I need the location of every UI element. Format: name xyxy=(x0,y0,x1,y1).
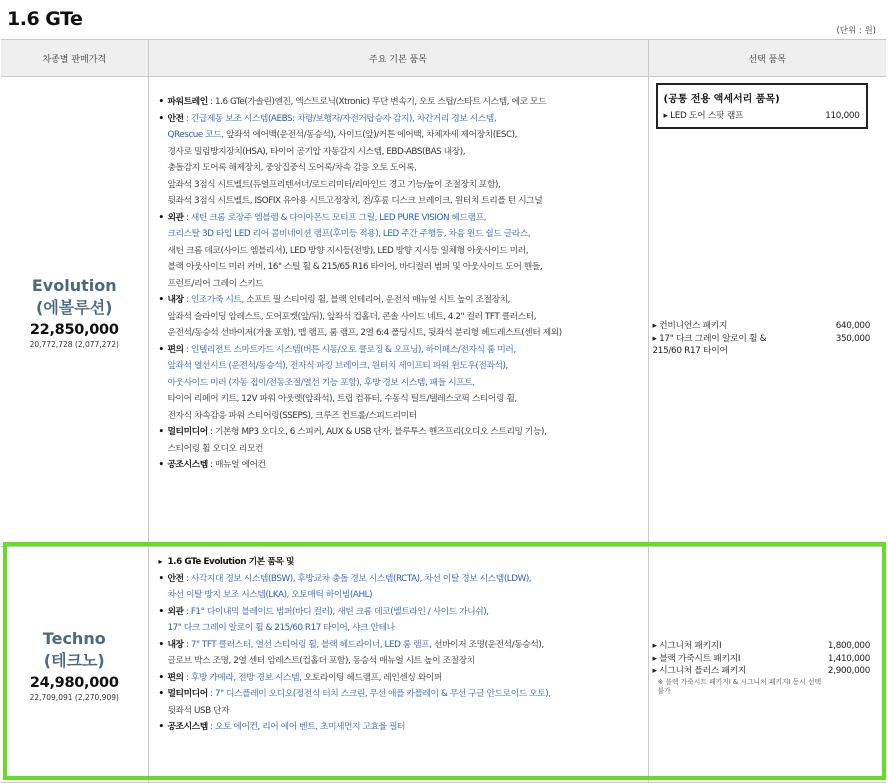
trim-price-breakdown: 20,772,728 (2,077,272) xyxy=(29,339,119,349)
option-item: ▸ 17" 다크 그레이 알로이 휠 & 215/60 R17 타이어 350,000 xyxy=(652,333,870,356)
feature-list xyxy=(149,94,648,474)
page-title: 1.6 GTe xyxy=(7,8,83,30)
features-cell-evolution xyxy=(148,77,648,547)
accessory-item: ▸ LED 도어 스팟 램프 110,000 xyxy=(663,111,860,121)
trim-row-evolution xyxy=(1,77,886,547)
trim-price: 24,980,000 xyxy=(29,674,119,691)
trim-name-kr: (에볼루션) xyxy=(36,297,113,317)
header-row xyxy=(1,40,886,77)
options-cell-evolution xyxy=(648,77,886,547)
option-item: ▸ 시그니처 패키지Ⅰ 1,800,000 xyxy=(652,641,870,651)
trim-price-breakdown: 22,709,091 (2,270,909) xyxy=(29,692,119,702)
feature-item-base: ▸ 1.6 GTe Evolution 기본 품목 및 xyxy=(159,554,648,571)
feature-item-convenience: • 편의 : 후방 카메라, 전방 경보 시스템, 오토라이팅 헤드램프, 레인센싱 와이퍼 xyxy=(159,670,648,687)
trim-cell-techno xyxy=(1,547,148,783)
option-item: ▸ 시그니처 플러스 패키지 2,900,000 xyxy=(652,666,870,676)
feature-item-powertrain: • 파워트레인 : 1.6 GTe(가솔린)엔진, 엑스트로닉(Xtronic) 무단 변속기, 오토 스탑/스타트 시스템, 에코 모드 xyxy=(159,94,648,111)
feature-list xyxy=(149,554,648,736)
spec-table xyxy=(1,39,886,783)
trim-name-en: Techno xyxy=(42,628,106,648)
feature-item-interior: • 내장 : 인조가죽 시트, 소프트 필 스티어링 휠, 블랙 인테리어, 운전석 매뉴얼 시트 높이 조절장치, 앞좌석 슬라이딩 암레스트, 도어포켓(앞/뒤), 앞좌석 컵홀더, 콘솔 사이드 네트, 4.2" 컬러 TFT 클러스터, 운전석/동승석 선바이저(거울 포함), 맵 램프, 룸 램프, 2열 6:4 폴딩시트, 뒷좌석 분리형 헤드레스트(센터 제외) xyxy=(159,292,648,342)
header-price: 차종별 판매가격 xyxy=(1,40,148,77)
accessory-title: (공통 전용 액세서리 품목) xyxy=(663,94,780,105)
feature-item-multimedia: • 멀티미디어 : 7" 디스플레이 오디오(정전식 터치 스크린, 무선 애플 카플레이 & 무선 구글 안드로이드 오토), 뒷좌석 USB 단자 xyxy=(159,686,648,719)
header-options: 선택 품목 xyxy=(648,40,886,77)
header-features: 주요 기본 품목 xyxy=(148,40,648,77)
feature-item-climate: • 공조시스템 : 오토 에어컨, 리어 에어 벤트, 초미세먼지 고효율 필터 xyxy=(159,719,648,736)
feature-item-climate: • 공조시스템 : 매뉴얼 에어컨 xyxy=(159,457,648,474)
trim-price: 22,850,000 xyxy=(29,321,119,338)
trim-name-en: Evolution xyxy=(31,275,117,295)
feature-item-safety: • 안전 : 사각지대 경보 시스템(BSW), 후방교차 충돌 경보 시스템(RCTA), 차선 이탈 경보 시스템(LDW), 차선 이탈 방지 보조 시스템(LKA), 오토매틱 하이빔(AHL) xyxy=(159,571,648,604)
option-list-evolution xyxy=(653,320,871,358)
trim-name-kr: (테크노) xyxy=(43,650,105,670)
option-item: ▸ 블랙 가죽시트 패키지Ⅰ 1,410,000 xyxy=(652,653,870,664)
feature-item-exterior: • 외관 : 새틴 크롬 로장주 엠블렘 & 다이아몬드 모티프 그릴, LED PURE VISION 헤드램프, 크리스탈 3D 타입 LED 리어 콤비네이션 램프(후미등 적용), LED 주간 주행등, 차음 윈드 쉴드 글라스, 새틴 크롬 데코(사이드 엠블리셔), LED 방향 지시등(전방), LED 방향 지시등 일체형 아웃사이드 미러, 블랙 아웃사이드 미러 커버, 16" 스틸 휠 & 215/65 R16 타이어, 바디컬러 범퍼 및 아웃사이드 도어 핸들, 프런트/리어 그레이 스키드 xyxy=(159,210,648,293)
feature-item-interior: • 내장 : 7" TFT 클러스터, 열선 스티어링 휠, 블랙 헤드라이너, LED 룸 램프, 선바이저 조명(운전석/동승석), 글로브 박스 조명, 2열 센터 암레스트(컵홀더 포함), 동승석 매뉴얼 시트 높이 조절장치 xyxy=(159,637,648,670)
trim-cell-evolution xyxy=(1,77,148,547)
feature-item-multimedia: • 멀티미디어 : 기본형 MP3 오디오, 6 스피커, AUX & USB 단자, 블루투스 핸즈프리(오디오 스트리밍 기능), 스티어링 휠 오디오 리모컨 xyxy=(159,424,648,457)
option-item: ▸ 컨비니언스 패키지 640,000 xyxy=(652,321,870,331)
feature-item-exterior: • 외관 : F1° 다이내믹 블레이드 범퍼(바디 컬러), 새틴 크롬 데코(벨트라인 / 사이드 가니쉬), 17" 다크 그레이 알로이 휠 & 215/60 R17 타이어, 샤크 안테나 xyxy=(159,604,648,637)
options-cell-techno xyxy=(648,547,886,783)
option-list-techno xyxy=(653,640,871,696)
features-cell-techno xyxy=(148,547,648,783)
accessory-box xyxy=(656,83,868,129)
trim-row-techno xyxy=(1,547,886,783)
option-note: ※ 블랙 가죽시트 패키지Ⅰ & 시그니처 패키지Ⅰ 동시 선택 불가 xyxy=(657,677,822,695)
feature-item-safety: • 안전 : 긴급제동 보조 시스템(AEBS: 차량/보행자/자전거탑승자 감지), 차간거리 경보 시스템, QRescue 코드, 앞좌석 에어백(운전석/동승석), 사이드(앞)/커튼 에어백, 차체자세 제어장치(ESC), 경사로 밀림방지장치(HSA), 타이어 공기압 자동감지 시스템, EBD-ABS(BAS 내장), 충돌감지 도어록 해제장치, 중앙집중식 도어록/차속 감응 오토 도어록, 앞좌석 3점식 시트벨트(듀얼프리텐셔너/로드리미터/리마인드 경고 기능/높이 조절장치 포함), 뒷좌석 3점식 시트벨트, ISOFIX 유아용 시트고정장치, 전/후륜 디스크 브레이크, 원터치 트리플 턴 시그널 xyxy=(159,111,648,210)
accessory-price: 110,000 xyxy=(825,111,860,121)
unit-label: (단위 : 원) xyxy=(836,26,876,36)
feature-item-convenience: • 편의 : 인텔리전트 스마트카드 시스템(버튼 시동/오토 클로징 & 오프닝), 하이패스/전자식 룸 미러, 앞좌석 열선시트 (운전석/동승석), 전자식 파킹 브레이크, 원터치 세이프티 파워 윈도우(전좌석), 아웃사이드 미러 (자동 접이/전동조절/열선 기능 포함), 후방 경보 시스템, 패들 시프트, 타이어 리페어 키트, 12V 파워 아웃렛(앞좌석), 트립 컴퓨터, 수동식 틸트/텔레스코픽 스티어링 휠, 전자식 차속감응 파워 스티어링(SSEPS), 크루즈 컨트롤/스피드리미터 xyxy=(159,342,648,425)
